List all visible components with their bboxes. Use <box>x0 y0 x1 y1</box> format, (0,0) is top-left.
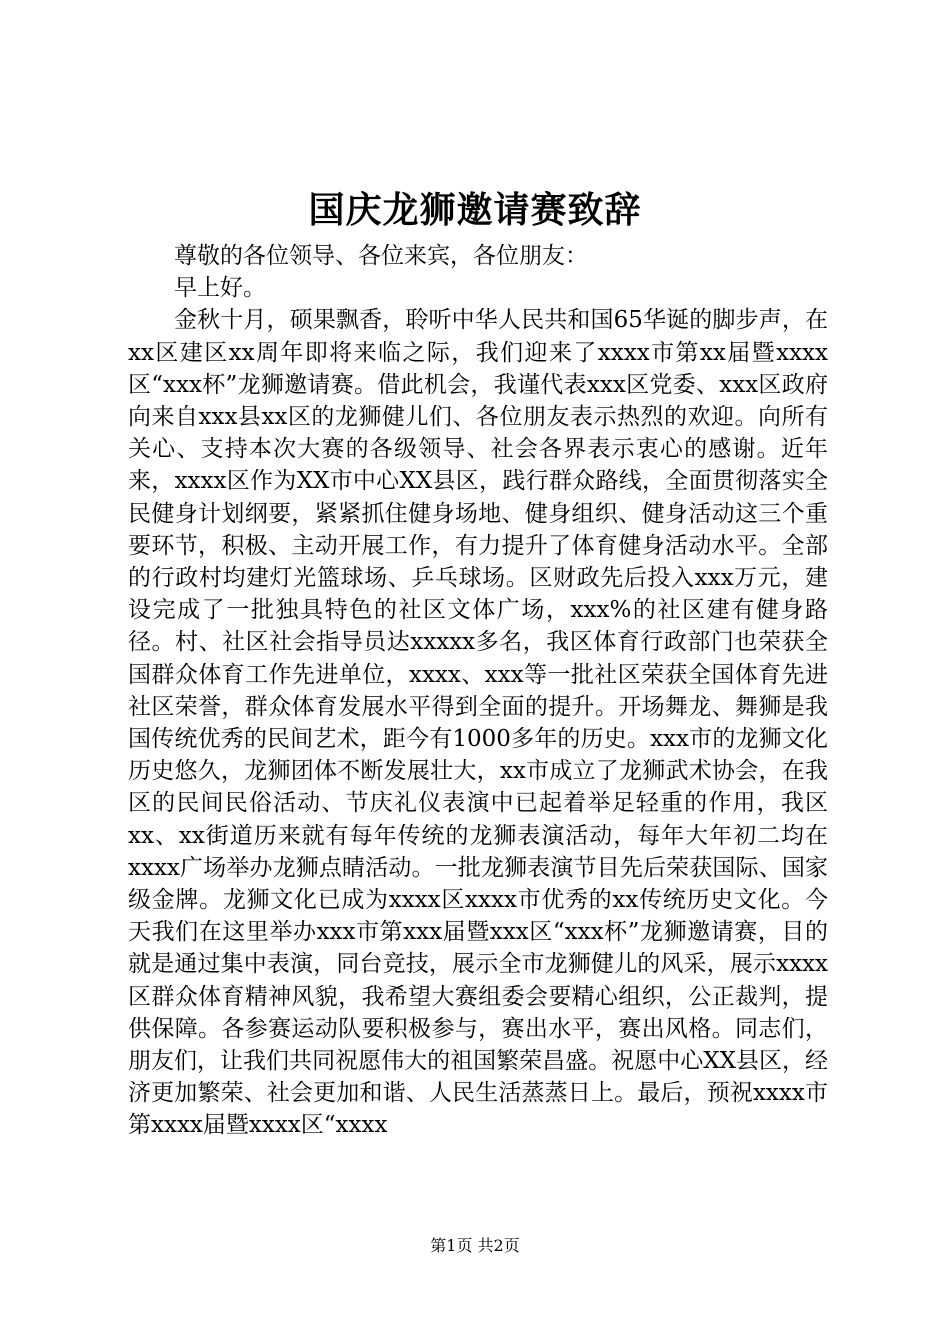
document-title: 国庆龙狮邀请赛致辞 <box>308 189 642 231</box>
greeting-paragraph: 早上好。 <box>174 275 266 302</box>
page-number-footer: 第1页 共2页 <box>430 1236 520 1255</box>
salutation-paragraph: 尊敬的各位领导、各位来宾，各位朋友： <box>174 243 588 269</box>
main-paragraph: 金秋十月，硕果飘香，聆听中华人民共和国65华诞的脚步声，在xx区建区xx周年即将来临之际，我们迎来了xxxx市第xx届暨xxxx区“xxx杯”龙狮邀请赛。借此机会，我谨代表xxx区党委、xxx区政府向来自xxx县xx区的龙狮健儿们、各位朋友表示热烈的欢迎。向所有关心、支持本次大赛的各级领导、社会各界表示衷心的感谢。近年来，xxxx区作为XX市中心XX县区，践行群众路线，全面贯彻落实全民健身计划纲要，紧紧抓住健身场地、健身组织、健身活动这三个重要环节，积极、主动开展工作，有力提升了体育健身活动水平。全部的行政村均建灯光篮球场、乒乓球场。区财政先后投入xxx万元，建设完成了一批独具特色的社区文体广场，xxx%的社区建有健身路径。村、社区社会指导员达xxxxx多名，我区体育行政部门也荣获全国群众体育工作先进单位，xxxx、xxx等一批社区荣获全国体育先进社区荣誉，群众体育发展水平得到全面的提升。开场舞龙、舞狮是我国传统优秀的民间艺术，距今有1000多年的历史。xxx市的龙狮文化历史悠久，龙狮团体不断发展壮大，xx市成立了龙狮武术协会，在我区的民间民俗活动、节庆礼仪表演中已起着举足轻重的作用，我区xx、xx街道历来就有每年传统的龙狮表演活动，每年大年初二均在xxxx广场举办龙狮点睛活动。一批龙狮表演节目先后荣获国际、国家级金牌。龙狮文化已成为xxxx区xxxx市优秀的xx传统历史文化。今天我们在这里举办xxx市第xxx届暨xxx区“xxx杯”龙狮邀请赛，目的就是通过集中表演，同台竞技，展示全市龙狮健儿的风采，展示xxxx区群众体育精神风貌，我希望大赛组委会要精心组织，公正裁判，提供保障。各参赛运动队要积极参与，赛出水平，赛出风格。同志们，朋友们，让我们共同祝愿伟大的祖国繁荣昌盛。祝愿中心XX县区，经济更加繁荣、社会更加和谐、人民生活蒸蒸日上。最后，预祝xxxx市第xxxx届暨xxxx区“xxxx <box>128 307 828 1139</box>
document-body <box>128 240 828 1142</box>
